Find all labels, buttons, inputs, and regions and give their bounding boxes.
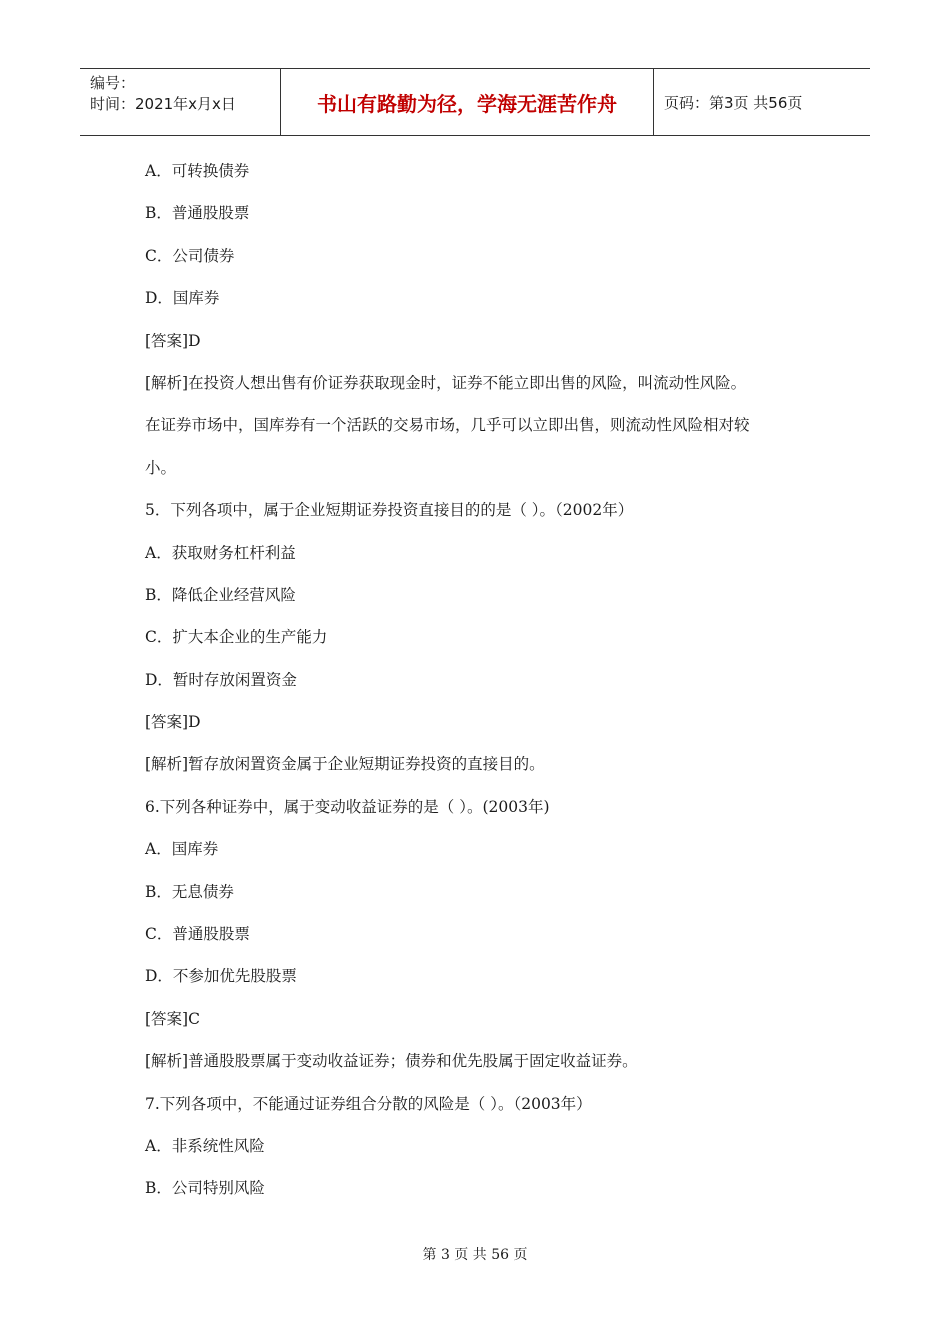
explanation-line: [解析]在投资人想出售有价证券获取现金时，证券不能立即出售的风险，叫流动性风险。 [145, 373, 747, 392]
option-line: A．非系统性风险 [145, 1136, 265, 1155]
answer-line: [答案]C [145, 1009, 200, 1028]
option-line: D．不参加优先股股票 [145, 967, 297, 986]
explanation-line: 在证券市场中，国库券有一个活跃的交易市场，几乎可以立即出售，则流动性风险相对较 [145, 416, 750, 435]
option-line: D．国库券 [145, 289, 220, 308]
option-line: B．无息债券 [145, 882, 234, 901]
page-header [80, 68, 870, 136]
option-line: B．公司特别风险 [145, 1179, 265, 1198]
answer-line: [答案]D [145, 331, 201, 350]
option-line: B．普通股股票 [145, 204, 250, 223]
explanation-line: [解析]暂存放闲置资金属于企业短期证券投资的直接目的。 [145, 755, 545, 774]
explanation-line: 小。 [145, 458, 177, 477]
option-line: A．国库券 [145, 840, 219, 859]
question-line: 7.下列各项中，不能通过证券组合分散的风险是（ ）。（2003年） [145, 1094, 592, 1113]
option-line: C．普通股股票 [145, 925, 250, 944]
header-motto: 书山有路勤为径，学海无涯苦作舟 [281, 69, 654, 135]
option-line: D．暂时存放闲置资金 [145, 670, 297, 689]
document-body [145, 150, 825, 1210]
option-line: A．可转换债券 [145, 162, 250, 180]
header-time-label: 时间：2021年x月x日 [90, 95, 236, 113]
header-number-label: 编号： [90, 74, 136, 92]
option-line: C．扩大本企业的生产能力 [145, 628, 328, 647]
header-meta [80, 69, 281, 135]
question-line: 6.下列各种证券中，属于变动收益证券的是（ ）。(2003年) [145, 797, 550, 816]
question-line: 5．下列各项中，属于企业短期证券投资直接目的的是（ ）。（2002年） [145, 501, 634, 520]
option-line: A．获取财务杠杆利益 [145, 543, 296, 562]
explanation-line: [解析]普通股股票属于变动收益证券；债券和优先股属于固定收益证券。 [145, 1052, 638, 1071]
option-line: C．公司债券 [145, 246, 235, 265]
page-footer: 第 3 页 共 56 页 [422, 1247, 528, 1263]
option-line: B．降低企业经营风险 [145, 585, 296, 604]
header-page-info: 页码：第3页 共56页 [664, 93, 803, 112]
answer-line: [答案]D [145, 713, 201, 732]
